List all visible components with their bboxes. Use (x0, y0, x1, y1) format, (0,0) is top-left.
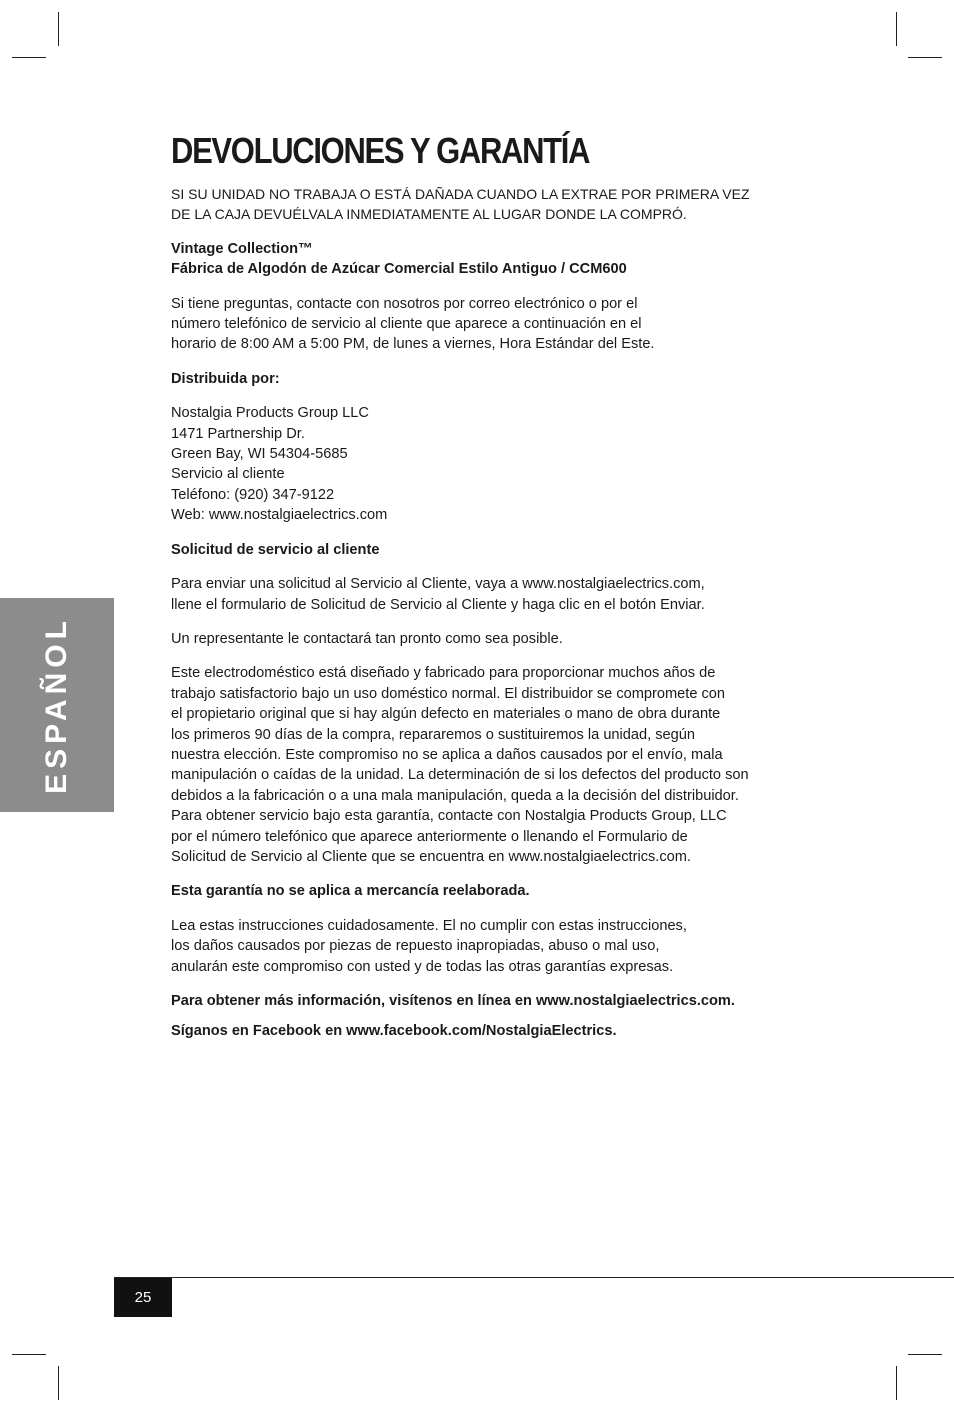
warranty-line: trabajo satisfactorio bajo un uso doméstico normal. El distribuidor se compromete con (171, 685, 726, 702)
warranty-line: Este electrodoméstico está diseñado y fabricado para proporcionar muchos años de (171, 665, 716, 682)
warranty-line: nuestra elección. Este compromiso no se aplica a daños causados por el envío, mala (171, 746, 723, 763)
crop-mark-top-left-vertical (58, 12, 59, 46)
warranty-line: los primeros 90 días de la compra, repararemos o sustituiremos la unidad, según (171, 726, 696, 743)
instructions-line: los daños causados por piezas de repuesto inapropiadas, abuso o mal uso, (171, 938, 660, 955)
service-request-line: llene el formulario de Solicitud de Servicio al Cliente y haga clic en el botón Enviar. (171, 596, 705, 613)
distributor-city: Green Bay, WI 54304-5685 (171, 446, 348, 463)
distributor-street: 1471 Partnership Dr. (171, 425, 305, 442)
distributor-heading: Distribuida por: (171, 370, 280, 387)
distributor-web: Web: www.nostalgiaelectrics.com (171, 507, 388, 524)
product-name: Fábrica de Algodón de Azúcar Comercial Estilo Antiguo / CCM600 (171, 261, 627, 278)
document-body (171, 128, 831, 1042)
page-number: 25 (134, 1289, 152, 1306)
distributor-company: Nostalgia Products Group LLC (171, 405, 369, 422)
warranty-exclusion: Esta garantía no se aplica a mercancía reelaborada. (171, 883, 530, 900)
warranty-line: Solicitud de Servicio al Cliente que se encuentra en www.nostalgiaelectrics.com. (171, 848, 691, 865)
page-number-box (114, 1278, 172, 1317)
product-heading (171, 239, 831, 280)
footer-rule (114, 1277, 954, 1278)
instructions-line: anularán este compromiso con usted y de todas las otras garantías expresas. (171, 958, 674, 975)
intro-line: DE LA CAJA DEVUÉLVALA INMEDIATAMENTE AL LUGAR DONDE LA COMPRÓ. (171, 206, 687, 223)
more-info-line: Para obtener más información, visítenos en línea en www.nostalgiaelectrics.com. (171, 993, 735, 1009)
crop-mark-bottom-left-horizontal (12, 1354, 46, 1355)
warranty-line: por el número telefónico que aparece anteriormente o llenando el Formulario de (171, 828, 688, 845)
intro-line: SI SU UNIDAD NO TRABAJA O ESTÁ DAÑADA CUANDO LA EXTRAE POR PRIMERA VEZ (171, 186, 750, 202)
warranty-line: manipulación o caídas de la unidad. La determinación de si los defectos del producto son (171, 767, 749, 784)
distributor-phone: Teléfono: (920) 347-9122 (171, 486, 335, 503)
warranty-paragraph (171, 663, 831, 867)
intro-notice (171, 184, 831, 225)
facebook-line: Síganos en Facebook en www.facebook.com/NostalgiaElectrics. (171, 1023, 617, 1040)
crop-mark-top-left-horizontal (12, 57, 46, 58)
distributor-address (171, 403, 831, 525)
page-title: DEVOLUCIONES Y GARANTÍA (171, 130, 590, 171)
instructions-paragraph (171, 916, 831, 977)
service-request-heading: Solicitud de servicio al cliente (171, 541, 380, 558)
product-collection: Vintage Collection™ (171, 240, 313, 257)
contact-line: horario de 8:00 AM a 5:00 PM, de lunes a viernes, Hora Estándar del Este. (171, 336, 655, 353)
crop-mark-bottom-right-vertical (896, 1366, 897, 1400)
service-request-line: Para enviar una solicitud al Servicio al Cliente, vaya a www.nostalgiaelectrics.com, (171, 576, 705, 593)
crop-mark-bottom-left-vertical (58, 1366, 59, 1400)
language-side-tab-label: ESPAÑOL (40, 616, 73, 794)
crop-mark-top-right-horizontal (908, 57, 942, 58)
crop-mark-bottom-right-horizontal (908, 1354, 942, 1355)
contact-line: número telefónico de servicio al cliente que aparece a continuación en el (171, 316, 642, 333)
instructions-line: Lea estas instrucciones cuidadosamente. El no cumplir con estas instrucciones, (171, 917, 687, 934)
distributor-service: Servicio al cliente (171, 466, 285, 483)
warranty-line: Para obtener servicio bajo esta garantía, contacte con Nostalgia Products Group, LLC (171, 808, 727, 825)
contact-paragraph (171, 294, 831, 355)
crop-mark-top-right-vertical (896, 12, 897, 46)
warranty-line: el propietario original que si hay algún defecto en materiales o mano de obra durante (171, 706, 721, 723)
language-side-tab (0, 598, 114, 812)
contact-line: Si tiene preguntas, contacte con nosotros por correo electrónico o por el (171, 295, 638, 312)
service-request-paragraph (171, 574, 831, 615)
service-request-followup: Un representante le contactará tan pronto como sea posible. (171, 630, 563, 647)
warranty-line: debidos a la fabricación o a una mala manipulación, queda a la decisión del distribuidor. (171, 787, 739, 804)
